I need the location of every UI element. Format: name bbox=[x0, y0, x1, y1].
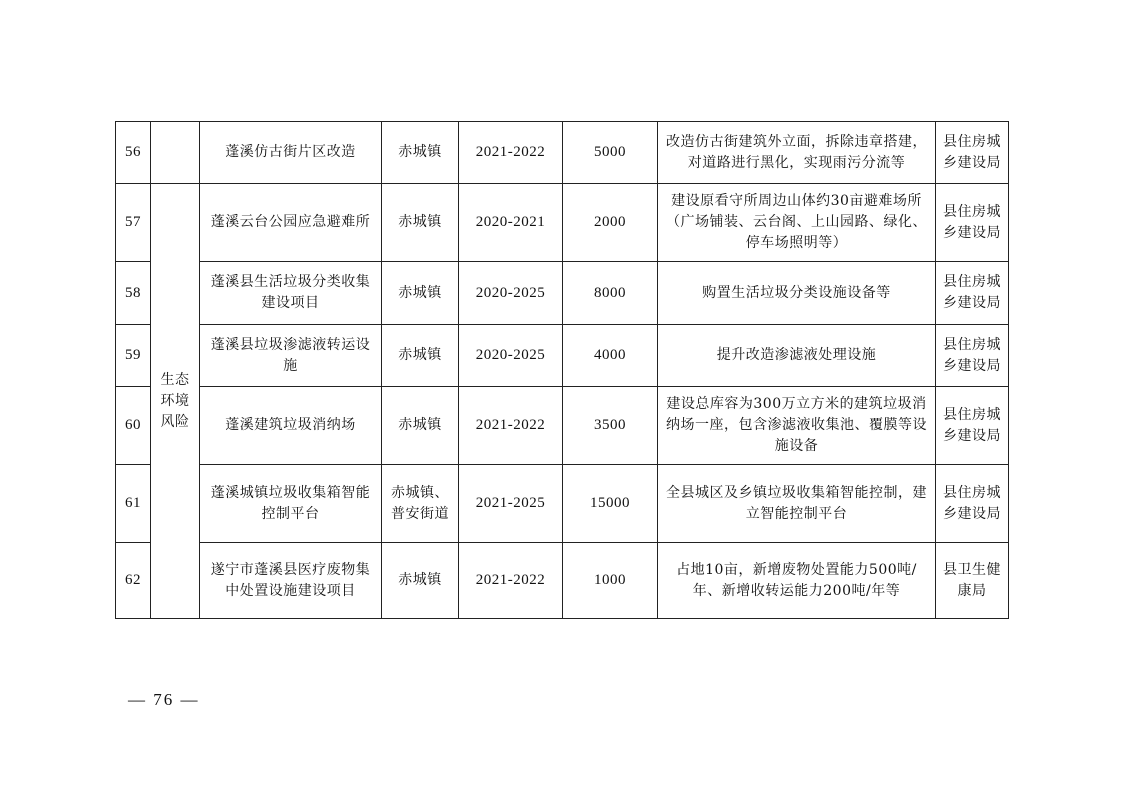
table-row bbox=[116, 184, 1009, 262]
content: 购置生活垃圾分类设施设备等 bbox=[658, 262, 936, 325]
period: 2020-2021 bbox=[459, 184, 563, 262]
project-name: 蓬溪云台公园应急避难所 bbox=[200, 184, 382, 262]
amount: 4000 bbox=[563, 325, 658, 387]
category-cell bbox=[151, 184, 200, 619]
period: 2021-2025 bbox=[459, 465, 563, 543]
town: 赤城镇 bbox=[382, 387, 459, 465]
department: 县卫生健康局 bbox=[936, 543, 1009, 619]
period: 2021-2022 bbox=[459, 543, 563, 619]
amount: 15000 bbox=[563, 465, 658, 543]
project-name: 遂宁市蓬溪县医疗废物集中处置设施建设项目 bbox=[200, 543, 382, 619]
amount: 2000 bbox=[563, 184, 658, 262]
row-number: 60 bbox=[116, 387, 151, 465]
content: 提升改造渗滤液处理设施 bbox=[658, 325, 936, 387]
amount: 5000 bbox=[563, 122, 658, 184]
department: 县住房城乡建设局 bbox=[936, 122, 1009, 184]
page-number: — 76 — bbox=[128, 690, 200, 709]
table-row bbox=[116, 387, 1009, 465]
department: 县住房城乡建设局 bbox=[936, 325, 1009, 387]
row-number: 61 bbox=[116, 465, 151, 543]
period: 2021-2022 bbox=[459, 122, 563, 184]
town: 赤城镇 bbox=[382, 184, 459, 262]
town: 赤城镇 bbox=[382, 325, 459, 387]
department: 县住房城乡建设局 bbox=[936, 184, 1009, 262]
table-row bbox=[116, 543, 1009, 619]
period: 2021-2022 bbox=[459, 387, 563, 465]
row-number: 62 bbox=[116, 543, 151, 619]
table-row bbox=[116, 465, 1009, 543]
town: 赤城镇、普安街道 bbox=[382, 465, 459, 543]
amount: 1000 bbox=[563, 543, 658, 619]
content: 全县城区及乡镇垃圾收集箱智能控制，建立智能控制平台 bbox=[658, 465, 936, 543]
town: 赤城镇 bbox=[382, 262, 459, 325]
project-name: 蓬溪城镇垃圾收集箱智能控制平台 bbox=[200, 465, 382, 543]
content: 建设总库容为300万立方米的建筑垃圾消纳场一座，包含渗滤液收集池、覆膜等设施设备 bbox=[658, 387, 936, 465]
project-name: 蓬溪县生活垃圾分类收集建设项目 bbox=[200, 262, 382, 325]
row-number: 58 bbox=[116, 262, 151, 325]
row-number: 59 bbox=[116, 325, 151, 387]
content: 占地10亩，新增废物处置能力500吨/年、新增收转运能力200吨/年等 bbox=[658, 543, 936, 619]
table-row bbox=[116, 122, 1009, 184]
project-table bbox=[115, 121, 1009, 619]
department: 县住房城乡建设局 bbox=[936, 262, 1009, 325]
category-cell-empty bbox=[151, 122, 200, 184]
project-name: 蓬溪县垃圾渗滤液转运设施 bbox=[200, 325, 382, 387]
period: 2020-2025 bbox=[459, 262, 563, 325]
town: 赤城镇 bbox=[382, 122, 459, 184]
period: 2020-2025 bbox=[459, 325, 563, 387]
row-number: 56 bbox=[116, 122, 151, 184]
amount: 3500 bbox=[563, 387, 658, 465]
department: 县住房城乡建设局 bbox=[936, 387, 1009, 465]
project-name: 蓬溪建筑垃圾消纳场 bbox=[200, 387, 382, 465]
table-row bbox=[116, 325, 1009, 387]
table-row bbox=[116, 262, 1009, 325]
category-label: 生态 环境 风险 bbox=[160, 371, 190, 430]
content: 建设原看守所周边山体约30亩避难场所（广场铺装、云台阁、上山园路、绿化、停车场照明等） bbox=[658, 184, 936, 262]
town: 赤城镇 bbox=[382, 543, 459, 619]
department: 县住房城乡建设局 bbox=[936, 465, 1009, 543]
row-number: 57 bbox=[116, 184, 151, 262]
project-name: 蓬溪仿古街片区改造 bbox=[200, 122, 382, 184]
content: 改造仿古街建筑外立面，拆除违章搭建，对道路进行黑化，实现雨污分流等 bbox=[658, 122, 936, 184]
amount: 8000 bbox=[563, 262, 658, 325]
